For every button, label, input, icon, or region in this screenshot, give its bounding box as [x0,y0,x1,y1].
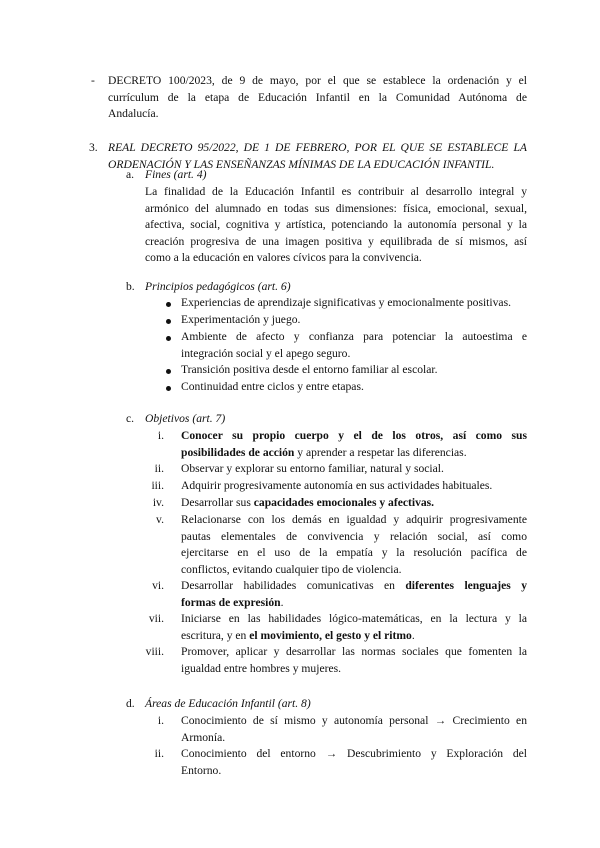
subsection-marker: a. [126,168,135,181]
text-span: . [280,595,284,609]
text-line: ORDENACIÓN Y LAS ENSEÑANZAS MÍNIMAS DE LA EDUCACIÓN INFANTIL. [108,157,495,171]
roman-numeral: iv. [152,496,164,509]
text-line: Adquirir progresivamente autonomía en sus actividades habituales. [181,479,493,492]
bullet-icon [166,369,171,374]
text-line: currículum de la etapa de Educación Infantil en la Comunidad Autónoma de [108,90,527,104]
text-line: Iniciarse en las habilidades lógico-matemáticas, en la lectura y la [181,612,527,625]
text-line: armónico del alumnado en todas sus dimensiones: física, emocional, sexual, [145,201,527,215]
subsection-marker: d. [126,697,135,710]
text-line: pautas elementales de convivencia y relación social, así como [181,529,527,543]
subsection-marker: c. [126,412,135,425]
text-line [181,495,527,512]
roman-numeral: iii. [151,479,164,492]
text-span: Desarrollar sus [181,496,254,509]
text-line: Experimentación y juego. [181,313,301,326]
text-span: escritura, y en [181,628,250,642]
text-line: Observar y explorar su entorno familiar, natural y social. [181,462,444,475]
list-item [181,495,527,512]
bullet-icon [166,302,171,307]
principios-heading: Principios pedagógicos (art. 6) [145,280,291,293]
text-line: DECRETO 100/2023, de 9 de mayo, por el que se establece la ordenación y el [108,74,527,87]
roman-numeral: i. [157,714,164,727]
text-span: Desarrollar habilidades comunicativas en [181,579,406,592]
bold-text: capacidades emocionales y afectivas. [253,496,435,509]
bold-text: Conocer su propio cuerpo y el de los otros, así como sus [181,429,527,442]
text-line [181,595,527,612]
bold-text: formas de expresión [181,595,281,609]
list-item [181,379,527,396]
roman-numeral: viii. [145,645,164,658]
list-item [181,362,527,379]
list-item [181,295,527,312]
text-line: creación progresiva de una imagen positiva y equilibrada de sí mismos, así [145,234,527,248]
section-number: 3. [89,141,98,154]
text-line: Continuidad entre ciclos y entre etapas. [181,380,364,393]
roman-numeral: ii. [154,462,164,475]
text-line [181,445,527,462]
text-line: Promover, aplicar y desarrollar las normas sociales que fomenten la [181,645,527,658]
list-item [181,329,527,362]
roman-numeral: vi. [152,579,164,592]
roman-numeral: ii. [154,747,164,760]
text-line: ejercitarse en el uso de la empatía y la resolución pacífica de [181,546,527,560]
text-line: Transición positiva desde el entorno familiar al escolar. [181,363,438,376]
bold-text: diferentes lenguajes y [405,579,527,592]
text-line: Relacionarse con los demás en igualdad y adquirir progresivamente [181,513,527,526]
bullet-icon [166,336,171,341]
bold-text: el movimiento, el gesto y el ritmo [249,628,412,642]
text-line: Entorno. [181,763,222,777]
list-item [181,461,527,478]
text-line: REAL DECRETO 95/2022, DE 1 DE FEBRERO, POR EL QUE SE ESTABLECE LA [108,141,527,154]
fines-paragraph [145,184,527,267]
list-item [181,512,527,578]
dash-marker: - [91,74,95,87]
text-line: integración social y el apego seguro. [181,346,351,360]
roman-numeral: v. [156,513,164,526]
text-line [181,578,527,595]
text-line: Armonía. [181,730,226,744]
list-item [181,428,527,461]
text-line [181,628,527,645]
text-line: Conocimiento del entorno → Descubrimiento y Exploración del [181,747,527,760]
bullet-icon [166,319,171,324]
bullet-icon [166,386,171,391]
text-line: afectiva, social, cognitiva y artística, potenciando la autonomía personal y la [145,218,527,232]
roman-numeral: i. [157,429,164,442]
text-span: y aprender a respetar las diferencias. [294,445,467,459]
list-item [181,746,527,779]
text-line: Experiencias de aprendizaje significativas y emocionalmente positivas. [181,296,511,309]
text-line: La finalidad de la Educación Infantil es contribuir al desarrollo integral y [145,185,527,198]
list-item [181,578,527,611]
list-item [181,478,527,495]
text-span: . [411,628,415,642]
bold-text: posibilidades de acción [181,445,295,459]
text-line: Conocimiento de sí mismo y autonomía personal → Crecimiento en [181,714,527,727]
text-line: conflictos, evitando cualquier tipo de violencia. [181,562,402,576]
text-line: como a la educación en valores cívicos para la convivencia. [145,251,422,265]
list-item [181,611,527,644]
list-item [181,312,527,329]
list-item [181,644,527,677]
list-item [181,713,527,746]
subsection-marker: b. [126,280,135,293]
text-line: Andalucía. [108,107,159,121]
fines-heading: Fines (art. 4) [145,168,207,181]
text-line: igualdad entre hombres y mujeres. [181,661,342,675]
text-line [181,428,527,445]
decreto-100-paragraph [108,73,527,123]
roman-numeral: vii. [148,612,164,625]
text-line: Ambiente de afecto y confianza para potenciar la autoestima e [181,330,527,343]
objetivos-heading: Objetivos (art. 7) [145,412,226,425]
areas-heading: Áreas de Educación Infantil (art. 8) [145,697,311,710]
